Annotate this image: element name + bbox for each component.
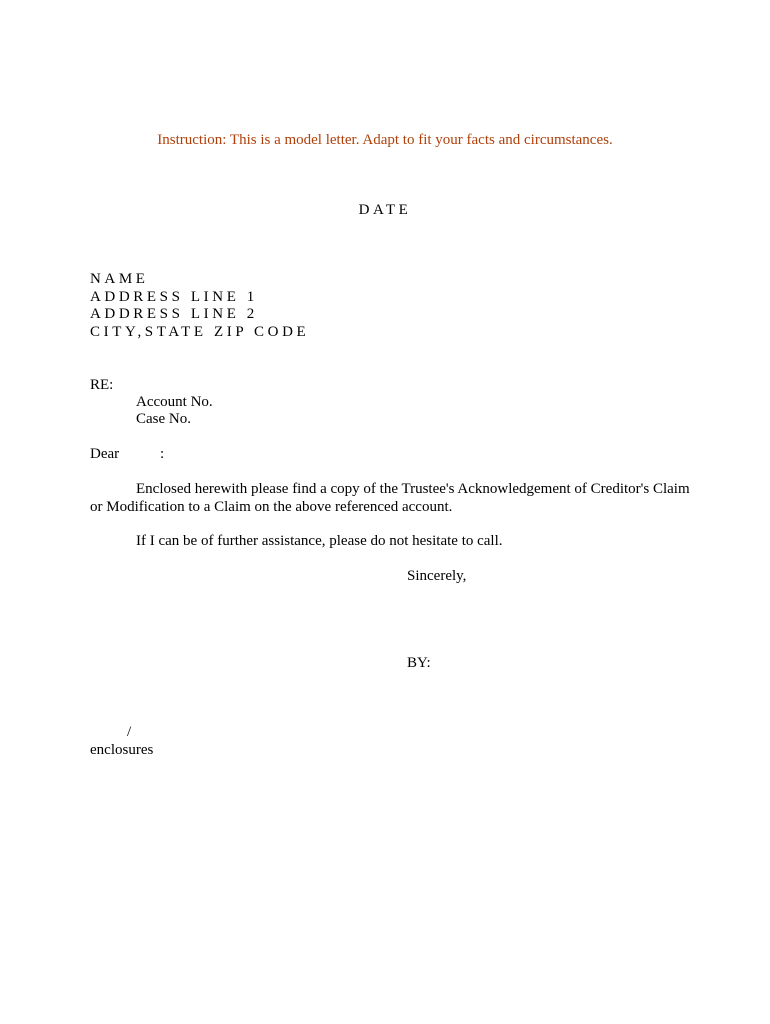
closing: Sincerely, (407, 568, 467, 584)
signature-by-label: BY: (407, 655, 431, 671)
case-number: Case No. (136, 411, 191, 427)
body-paragraph-1 (90, 481, 690, 516)
body-paragraph-1-line-2: or Modification to a Claim on the above referenced account. (90, 498, 453, 515)
recipient-address-line-2: ADDRESS LINE 2 (90, 306, 258, 322)
body-paragraph-1-line-1: Enclosed herewith please find a copy of the Trustee's Acknowledgement of Creditor's Claim (136, 481, 690, 497)
salutation: Dear (90, 446, 120, 462)
recipient-address-line-1: ADDRESS LINE 1 (90, 289, 258, 305)
instruction-note: Instruction: This is a model letter. Adapt to fit your facts and circumstances. (157, 132, 613, 148)
re-label: RE: (90, 377, 114, 393)
recipient-name: NAME (90, 271, 149, 287)
salutation-colon: : (160, 446, 165, 462)
account-number: Account No. (136, 394, 213, 410)
date-placeholder: DATE (358, 202, 412, 218)
body-paragraph-2: If I can be of further assistance, please do not hesitate to call. (136, 533, 503, 549)
recipient-city-state-zip: CITY,STATE ZIP CODE (90, 324, 310, 340)
initials-slash: / (127, 724, 132, 740)
enclosures-note: enclosures (90, 742, 154, 758)
